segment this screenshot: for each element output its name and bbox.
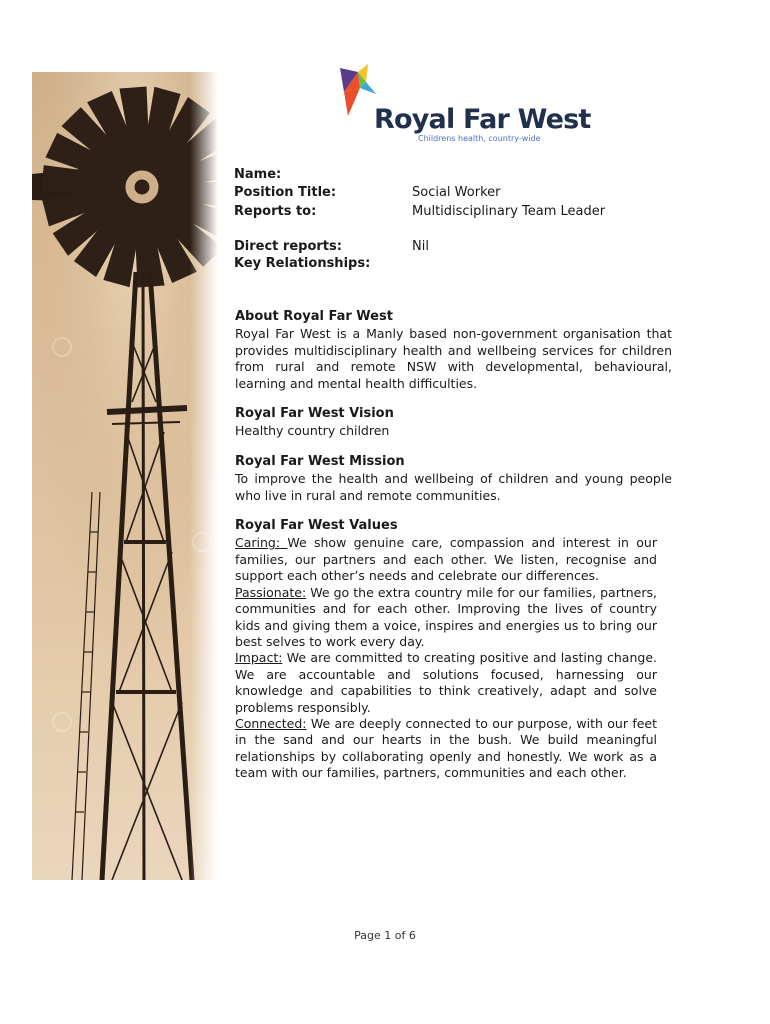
mission-text: To improve the health and wellbeing of children and young people who live in rural and remote communities. <box>235 471 672 503</box>
position-title-row <box>234 185 664 200</box>
value-term: Impact: <box>235 650 283 666</box>
name-label: Name: <box>234 167 282 182</box>
about-heading: About Royal Far West <box>235 309 393 324</box>
position-title-label: Position Title: <box>234 185 337 200</box>
value-item <box>235 535 657 584</box>
mission-section <box>235 454 672 504</box>
vision-text: Healthy country children <box>235 423 390 439</box>
value-text: We are committed to creating positive and lasting change. We are accountable and solutions focused, harnessing our knowledge and capabilities to think creatively, adapt and solve problems responsibly. <box>235 650 657 715</box>
reports-to-row <box>234 204 664 219</box>
value-term: Connected: <box>235 715 307 731</box>
value-item <box>235 585 657 651</box>
reports-to-value: Multidisciplinary Team Leader <box>412 204 606 219</box>
vision-section <box>235 406 672 440</box>
document-body <box>235 309 672 782</box>
royal-far-west-logo <box>338 62 591 152</box>
direct-reports-row <box>234 239 664 254</box>
value-text: We are deeply connected to our purpose, with our feet in the sand and our hearts in the bush. We build meaningful relationships by collaborating openly and honestly. We work as a team with our families, partners, communities and each other. <box>235 715 657 781</box>
values-section <box>235 518 672 782</box>
value-text: We go the extra country mile for our families, partners, communities and for each other. Improving the lives of country kids and giving them a voice, inspires and energies us to bring our best selves to work every day. <box>235 584 657 649</box>
value-item <box>235 650 657 716</box>
logo-mark-icon <box>338 62 378 118</box>
key-relationships-label: Key Relationships: <box>234 256 371 271</box>
value-term: Passionate: <box>235 584 307 600</box>
mission-heading: Royal Far West Mission <box>235 453 405 469</box>
direct-reports-value: Nil <box>412 239 429 254</box>
logo-tagline: Childrens health, country-wide <box>418 134 541 143</box>
position-title-value: Social Worker <box>412 185 501 200</box>
logo-name: Royal Far West <box>374 104 591 135</box>
vision-heading: Royal Far West Vision <box>235 406 394 422</box>
values-heading: Royal Far West Values <box>235 518 398 534</box>
about-section <box>235 309 672 392</box>
value-text: We show genuine care, compassion and interest in our families, our partners and each other. We listen, recognise and support each other’s needs and celebrate our differences. <box>235 535 657 584</box>
value-item <box>235 716 657 782</box>
reports-to-label: Reports to: <box>234 204 317 219</box>
page-number: Page 1 of 6 <box>354 929 416 942</box>
direct-reports-label: Direct reports: <box>234 239 342 254</box>
value-term: Caring: <box>235 535 288 551</box>
windmill-photo <box>32 72 218 880</box>
about-text: Royal Far West is a Manly based non-government organisation that provides multidisciplinary health and wellbeing services for children from rural and remote NSW with developmental, behavioural, learning and mental health difficulties. <box>235 326 672 391</box>
